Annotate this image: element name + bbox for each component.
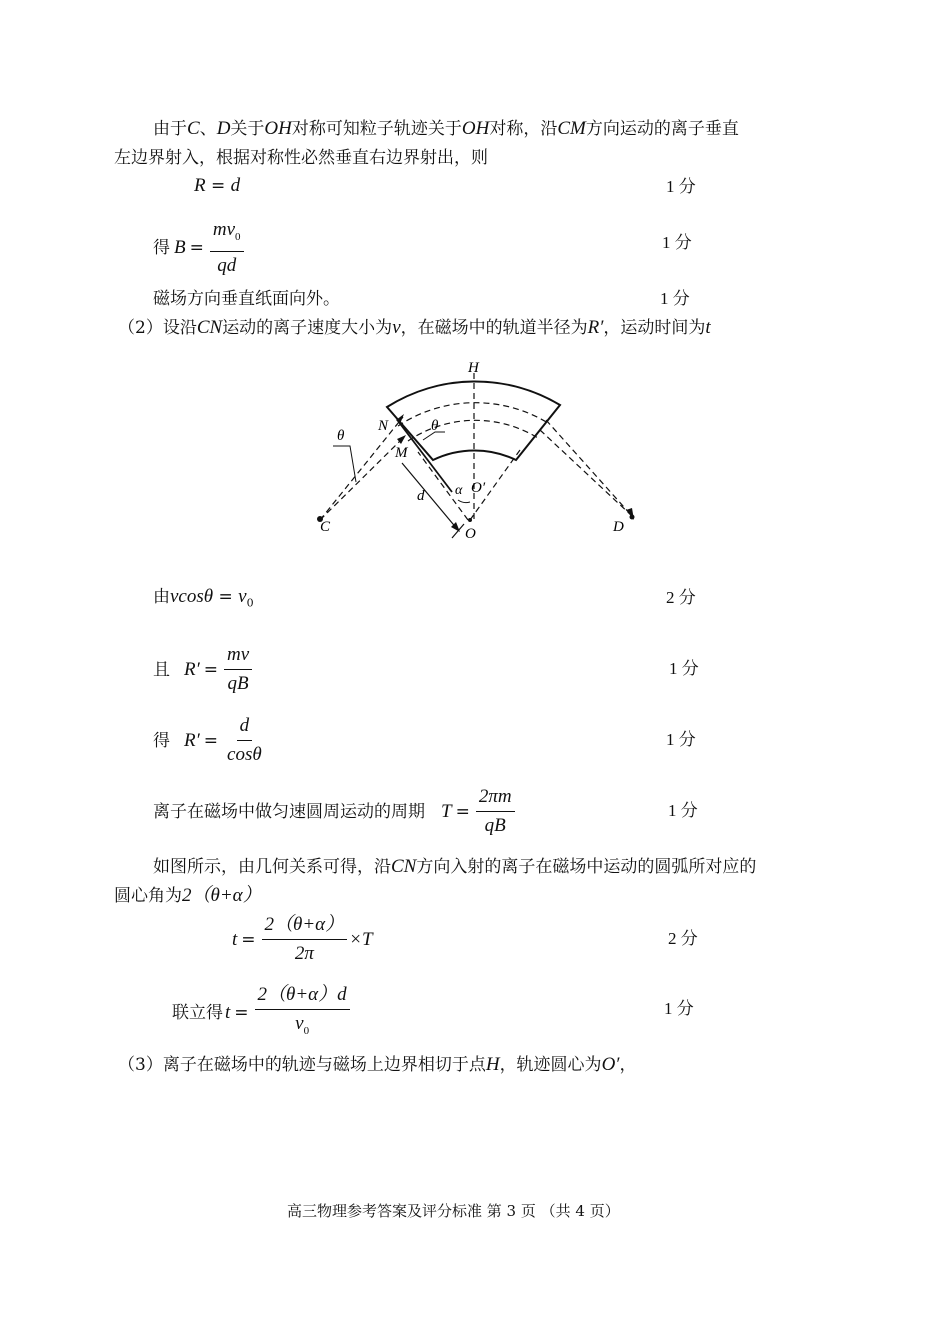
geometry-line-1: 如图所示，由几何关系可得，沿CN方向入射的离子在磁场中运动的圆弧所对应的 (153, 856, 757, 877)
geometry-line-2: 圆心角为2（θ+α） (114, 885, 262, 906)
fraction-t-combined: $\frac{2(\theta+\alpha)d}{v_0}$ (255, 983, 350, 1043)
fraction-rprime-2: $\frac{d}{\cos\theta}$ (227, 715, 262, 765)
path-exit-to-d-2 (540, 430, 632, 516)
part-2-intro: （2）设沿CN运动的离子速度大小为v，在磁场中的轨道半径为R′，运动时间为t (118, 317, 711, 338)
score-5: 1 分 (669, 659, 699, 678)
fraction-t: $\frac{2(\theta+\alpha)}{2\pi}$ (262, 913, 348, 966)
dashed-arc-outer (398, 403, 548, 426)
trajectory-diagram (300, 355, 660, 555)
score-6: 1 分 (666, 730, 696, 749)
intro-line-2: 左边界射入，根据对称性必然垂直右边界射出，则 (114, 148, 488, 168)
label-n: N (378, 418, 389, 434)
equation-rprime-2: 得 R′ = $\frac{d}{\cos\theta}$ (153, 714, 267, 767)
dimension-d-line (402, 463, 458, 530)
fraction-b: $\frac{mv_0}{qd}$ (210, 218, 244, 278)
score-3: 1 分 (660, 289, 690, 308)
label-h: H (468, 360, 479, 376)
path-c-to-n (320, 417, 403, 520)
score-2: 1 分 (662, 233, 692, 252)
score-8: 2 分 (668, 929, 698, 948)
part-3-intro: （3）离子在磁场中的轨迹与磁场上边界相切于点H，轨迹圆心为O′， (118, 1054, 637, 1075)
alpha-arc (458, 500, 470, 503)
label-o-prime: O′ (471, 480, 486, 496)
path-c-to-m (320, 440, 401, 520)
label-theta-inner: θ (431, 418, 439, 434)
label-c: C (320, 519, 331, 535)
field-direction-text: 磁场方向垂直纸面向外。 (153, 289, 340, 309)
label-alpha: α (455, 483, 463, 498)
intro-line-1: 由于C、D关于OH对称可知粒子轨迹关于OH对称，沿CM方向运动的离子垂直 (153, 118, 739, 139)
label-o: O (465, 526, 476, 542)
equation-period: 离子在磁场中做匀速圆周运动的周期 T = $\frac{2\pi m}{qB}$ (153, 785, 517, 838)
score-9: 1 分 (664, 999, 694, 1018)
fraction-period: $\frac{2\pi m}{qB}$ (476, 785, 515, 838)
equation-t: t = $\frac{2(\theta+\alpha)}{2\pi}$ ×T (232, 914, 373, 964)
point-o (468, 518, 472, 522)
page-footer: 高三物理参考答案及评分标准 第 3 页 （共 4 页） (287, 1202, 620, 1220)
point-d (630, 515, 635, 520)
label-d-point: D (613, 519, 624, 535)
dashed-arc-inner (408, 420, 538, 441)
equation-r-equals-d: R = d (194, 175, 241, 196)
equation-rprime-1: 且 R′ = $\frac{mv}{qB}$ (153, 643, 254, 696)
label-theta-left: θ (337, 428, 345, 444)
equation-vcos: 由$vcos\theta = v_0$ (153, 586, 254, 610)
theta-leader-left (333, 446, 356, 482)
score-1: 1 分 (666, 177, 696, 196)
label-d: d (417, 488, 425, 504)
score-7: 1 分 (668, 801, 698, 820)
equation-b: 得 B = $\frac{mv_0}{qd}$ (153, 218, 246, 278)
equation-t-combined: 联立得 t = $\frac{2(\theta+\alpha)d}{v_0}$ (172, 983, 352, 1043)
path-exit-to-d-1 (546, 420, 632, 516)
fraction-rprime-1: $\frac{mv}{qB}$ (224, 643, 252, 696)
label-m: M (395, 445, 408, 461)
score-4: 2 分 (666, 588, 696, 607)
